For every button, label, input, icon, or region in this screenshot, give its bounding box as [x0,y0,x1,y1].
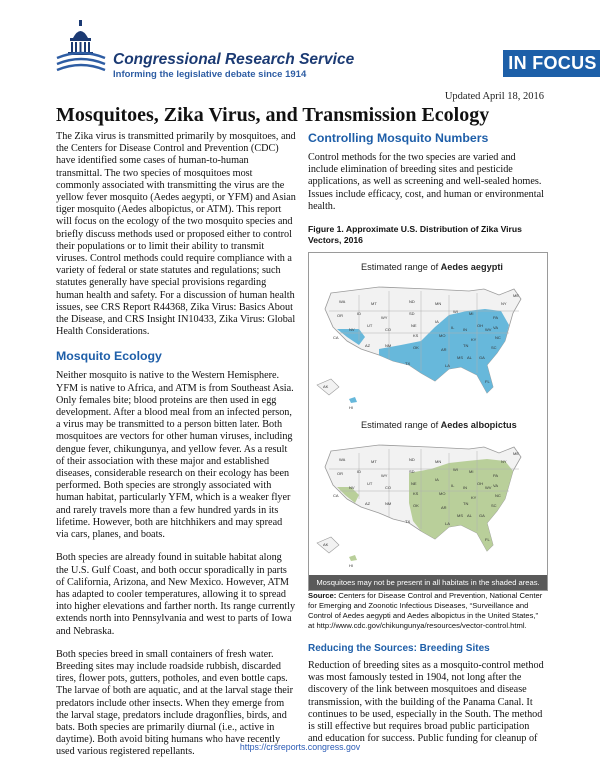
svg-text:KS: KS [413,333,419,339]
figure-source: Source: Centers for Disease Control and Prevention, National Center for Emerging and Zoonotic Infectious Diseases, “Surveillance and Control of Aedes aegypti and Aedes albopictus in the United States,” at http://www.cdc.gov/chikungunya/resources/vector-control.html. [308,591,543,631]
svg-text:CO: CO [385,485,391,491]
svg-text:OH: OH [477,481,483,487]
svg-text:NV: NV [349,485,355,491]
svg-text:MI: MI [469,311,474,317]
svg-text:NM: NM [385,343,392,349]
svg-text:MS: MS [457,513,463,519]
svg-text:WV: WV [485,327,492,333]
svg-text:MT: MT [371,459,377,465]
svg-text:SC: SC [491,345,497,351]
svg-text:SC: SC [491,503,497,509]
org-name: Congressional Research Service [113,51,355,68]
svg-text:OK: OK [413,345,419,351]
svg-text:UT: UT [367,481,373,487]
breeding-paragraph: Reduction of breeding sites as a mosquito-control method was most famously tested in 1904, not long after the discovery of the link between mosquitoes and disease transmission, with the building of the Panama Canal. It continues to be used, especially in the South. The method is still effective but requires broad public participation and education for success. Public funding for cleanup of [308,660,544,745]
svg-text:NV: NV [349,327,355,333]
svg-text:NC: NC [495,335,501,341]
svg-text:ID: ID [357,311,361,317]
figure-note: Mosquitoes may not be present in all habitats in the shaded areas. [309,575,547,590]
svg-text:AL: AL [467,513,472,519]
svg-text:TX: TX [405,361,411,367]
org-tagline: Informing the legislative debate since 1914 [113,69,307,80]
svg-text:AZ: AZ [365,501,371,507]
svg-text:MO: MO [439,491,446,497]
updated-date: Updated April 18, 2016 [444,91,544,102]
svg-text:VA: VA [493,483,499,489]
svg-text:AR: AR [441,347,447,353]
page-title: Mosquitoes, Zika Virus, and Transmission Ecology [56,104,490,126]
page-header [56,18,597,90]
svg-text:KY: KY [471,495,477,501]
svg-text:ME: ME [513,451,519,457]
albopictus-map-title: Estimated range of Aedes albopictus [361,420,517,431]
svg-text:GA: GA [479,355,485,361]
svg-text:FL: FL [485,379,490,385]
svg-text:TN: TN [463,343,469,349]
svg-text:LA: LA [445,521,450,527]
svg-text:NC: NC [495,493,501,499]
footer-url-link[interactable]: https://crsreports.congress.gov [239,742,361,752]
svg-text:TX: TX [405,519,411,525]
svg-text:ND: ND [409,299,415,305]
svg-text:WI: WI [453,467,458,473]
svg-text:CA: CA [333,335,339,341]
svg-text:NY: NY [501,301,507,307]
in-focus-badge: IN FOCUS [503,50,600,77]
svg-text:PA: PA [493,473,499,479]
figure-caption: Figure 1. Approximate U.S. Distribution of Zika Virus Vectors, 2016 [308,224,522,246]
albopictus-map [309,415,547,575]
intro-paragraph: The Zika virus is transmitted primarily by mosquitoes, and the Centers for Disease Control and Prevention (CDC) have identified some cases of human-to-human transmittal. The two species of mosquitoes most commonly associated with transmitting the virus are the yellow fever mosquito (Aedes aegypti, or YFM) and Asian tiger mosquito (Aedes albopictus, or ATM). This report will focus on the ecology of the two mosquito species and briefly discuss methods used or proposed either to control their populations or to limit their ability to transmit viruses. Control methods could require compliance with a variety of federal or state statutes and regulations; such statutes generally have special provisions regarding human health and safety. For a discussion of human health issues, see CRS Report R44368, Zika Virus: Basics About the Disease, and CRS Insight IN10433, Zika Virus: Global Health Considerations. [56,131,296,338]
svg-text:WA: WA [339,457,346,463]
svg-text:AK: AK [323,384,329,390]
svg-text:HI: HI [349,563,353,569]
svg-text:OR: OR [337,471,343,477]
mosquito-ecology-heading: Mosquito Ecology [56,349,162,364]
svg-text:NE: NE [411,481,417,487]
svg-text:UT: UT [367,323,373,329]
controlling-heading: Controlling Mosquito Numbers [308,131,489,145]
svg-text:MI: MI [469,469,474,475]
svg-text:IL: IL [451,325,455,331]
svg-text:LA: LA [445,363,450,369]
aegypti-map-title: Estimated range of Aedes aegypti [361,262,503,273]
svg-text:WA: WA [339,299,346,305]
ecology-paragraph-1: Neither mosquito is native to the Western Hemisphere. YFM is native to Africa, and ATM is from Southeast Asia. Only females bite; blood proteins are then used in egg development. After a blood meal from an infected person, a virus may be transmitted to a person bitten later. Both mosquitoes are vectors for other human viruses, including dengue fever, chikungunya, and yellow fever. As a result of their association with these major and established diseases, considerable research on their ecology has been performed. Both species are strongly associated with human habitat, particularly YFM, which is a weaker flyer and rarely travels more than a few hundred yards in its lifetime. However, both are hitchhikers and may spread via cars, planes, and boats. [56,370,294,541]
svg-text:IA: IA [435,477,439,483]
svg-text:NY: NY [501,459,507,465]
svg-text:SD: SD [409,311,415,317]
svg-text:MO: MO [439,333,446,339]
svg-text:AZ: AZ [365,343,371,349]
svg-text:FL: FL [485,537,490,543]
svg-text:OH: OH [477,323,483,329]
svg-text:TN: TN [463,501,469,507]
distribution-figure [308,252,548,591]
svg-text:PA: PA [493,315,499,321]
svg-text:WV: WV [485,485,492,491]
svg-text:NM: NM [385,501,392,507]
svg-text:WY: WY [381,473,388,479]
svg-text:CA: CA [333,493,339,499]
svg-text:ND: ND [409,457,415,463]
svg-text:AL: AL [467,355,472,361]
svg-text:OK: OK [413,503,419,509]
svg-text:IA: IA [435,319,439,325]
svg-text:NE: NE [411,323,417,329]
svg-text:MN: MN [435,301,442,307]
ecology-paragraph-2: Both species are already found in suitable habitat along the U.S. Gulf Coast, and both occur sporadically in parts of California, Arizona, and New Mexico. However, ATM has adapted to cooler temperatures, allowing it to spread into higher elevations and farther north. Its range currently extends north into Pennsylvania and west to parts of Iowa and Nebraska. [56,552,296,637]
breeding-sites-heading: Reducing the Sources: Breeding Sites [308,643,490,655]
svg-text:IL: IL [451,483,455,489]
albopictus-range-map [309,433,547,573]
svg-text:OR: OR [337,313,343,319]
svg-text:MN: MN [435,459,442,465]
svg-text:MT: MT [371,301,377,307]
svg-text:KS: KS [413,491,419,497]
svg-text:AK: AK [323,542,329,548]
svg-text:SD: SD [409,469,415,475]
aegypti-range-map [309,275,547,415]
capitol-dome-icon [56,18,106,74]
svg-text:IN: IN [463,327,467,333]
aegypti-map [309,253,547,413]
svg-text:CO: CO [385,327,391,333]
svg-text:HI: HI [349,405,353,411]
ecology-paragraph-3: Both species breed in small containers of fresh water. Breeding sites may include roadside rubbish, discarded tires, flower pots, gutters, potholes, and even bottle caps. The larvae of both are aquatic, and at the larval stage their predators include other insects. When they emerge from the larval stage, predators include dragonflies, birds, and bats. Both species are primarily diurnal (i.e., active in daytime). Both avoid biting humans who have recently used various registered repellants. [56,648,294,758]
right-column [308,131,546,756]
svg-text:GA: GA [479,513,485,519]
svg-text:KY: KY [471,337,477,343]
svg-text:ID: ID [357,469,361,475]
svg-text:MS: MS [457,355,463,361]
controlling-paragraph: Control methods for the two species are varied and include elimination of breeding sites and pesticide applications, as well as screening and well-sealed homes. Issues include efficacy, cost, and human or environmental health. [308,152,544,212]
svg-text:ME: ME [513,293,519,299]
svg-text:VA: VA [493,325,499,331]
svg-text:WI: WI [453,309,458,315]
left-column [56,131,296,770]
svg-text:AR: AR [441,505,447,511]
svg-text:IN: IN [463,485,467,491]
svg-text:WY: WY [381,315,388,321]
